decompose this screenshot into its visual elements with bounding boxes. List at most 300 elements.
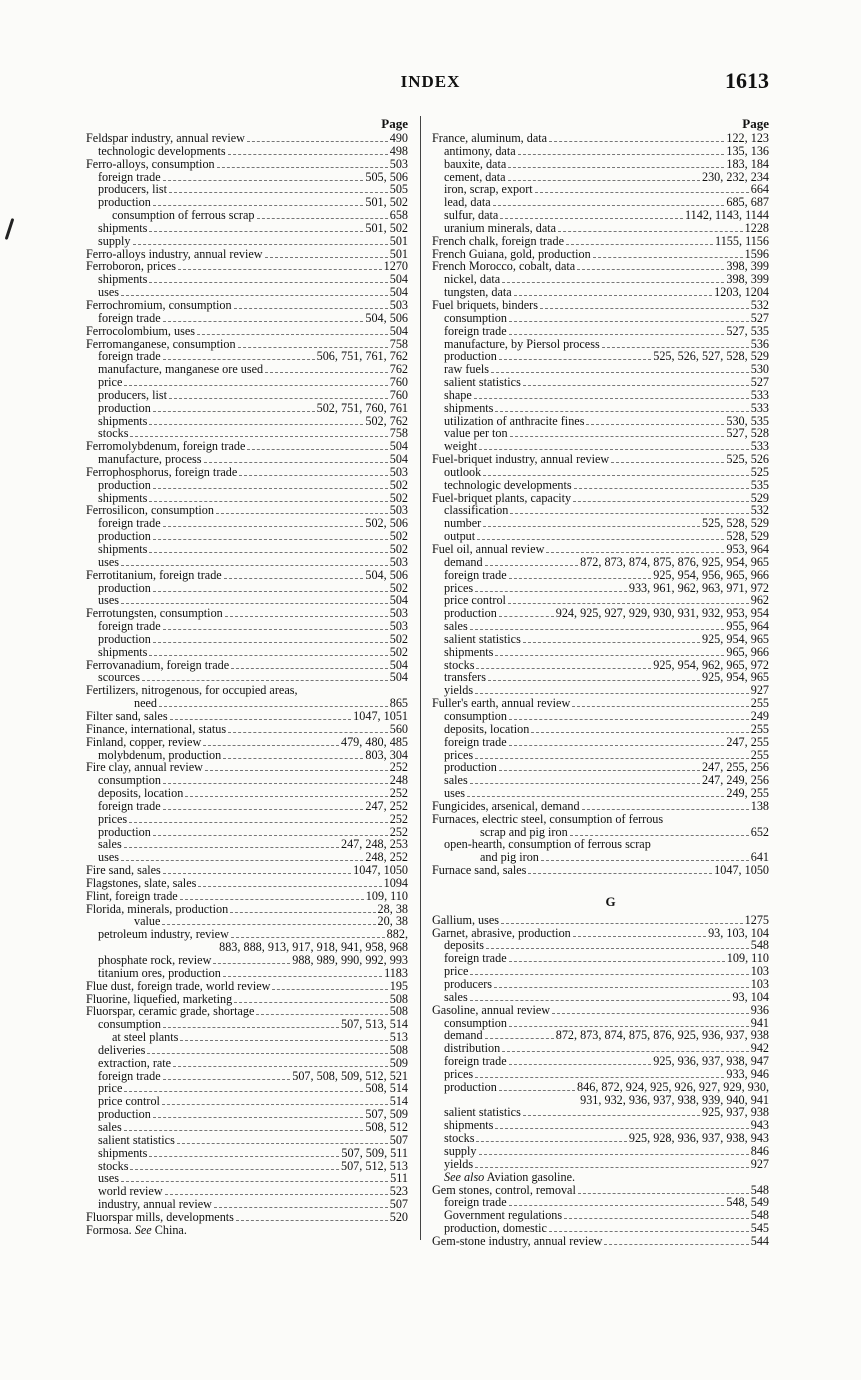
index-entry	[86, 1057, 408, 1070]
entry-term: number	[444, 516, 482, 531]
entry-page-numbers: 664	[750, 182, 769, 197]
entry-page-numbers: 508	[389, 1042, 408, 1057]
entry-page-numbers: 504	[389, 323, 408, 338]
entry-term: Ferrotungsten, consumption	[86, 606, 223, 621]
entry-term: Fuel-briquet industry, annual review	[432, 452, 610, 467]
entry-term: price	[444, 964, 469, 979]
index-entry	[86, 453, 408, 466]
index-entry	[86, 389, 408, 402]
dot-leader	[197, 334, 388, 335]
dot-leader	[163, 1079, 291, 1080]
dot-leader	[149, 1156, 339, 1157]
entry-term: shipments	[98, 1145, 148, 1160]
entry-term: iron, scrap, export	[444, 182, 533, 197]
entry-page-numbers: 925, 928, 936, 937, 938, 943	[628, 1131, 769, 1146]
entry-term: salient statistics	[98, 1132, 175, 1147]
entry-page-numbers: 504	[389, 657, 408, 672]
index-entry	[86, 723, 408, 736]
index-entry	[86, 646, 408, 659]
entry-term: salient statistics	[444, 1105, 521, 1120]
dot-leader	[488, 680, 700, 681]
dot-leader	[230, 912, 375, 913]
section-gap	[432, 877, 769, 890]
dot-leader	[510, 513, 748, 514]
entry-term: Fuller's earth, annual review	[432, 696, 571, 711]
index-entry	[432, 787, 769, 800]
entry-term: shipments	[444, 400, 494, 415]
entry-term: Finland, copper, review	[86, 734, 202, 749]
entry-term: titanium ores, production	[98, 965, 221, 980]
index-entry	[86, 158, 408, 171]
entry-page-numbers: 508, 512	[365, 1119, 408, 1134]
entry-page-numbers: 183, 184	[726, 156, 769, 171]
index-entry	[86, 1134, 408, 1147]
dot-leader	[611, 462, 724, 463]
index-entry	[432, 633, 769, 646]
entry-term: production	[444, 606, 497, 621]
index-entry	[86, 402, 408, 415]
dot-leader	[247, 449, 387, 450]
dot-leader	[142, 680, 388, 681]
dot-leader	[499, 616, 554, 617]
index-entry	[86, 569, 408, 582]
index-column-left	[86, 116, 408, 1237]
see-reference-label: See also	[444, 1169, 485, 1184]
dot-leader	[257, 218, 388, 219]
entry-page-numbers: 505, 506	[365, 169, 408, 184]
entry-term: demand	[444, 1028, 483, 1043]
dot-leader	[124, 1091, 363, 1092]
dot-leader	[163, 1027, 339, 1028]
entry-term: prices	[444, 1066, 474, 1081]
dot-leader	[153, 835, 388, 836]
page-column-heading: Page	[742, 116, 769, 131]
index-entry	[432, 710, 769, 723]
entry-term: production	[98, 400, 151, 415]
dot-leader	[153, 411, 315, 412]
entry-page-numbers: 846, 872, 924, 925, 926, 927, 929, 930,	[577, 1079, 769, 1094]
index-entry	[432, 376, 769, 389]
entry-page-numbers: 502, 762	[365, 413, 408, 428]
entry-term: Furnaces, electric steel, consumption of ferrous	[432, 811, 664, 826]
dot-leader	[479, 449, 749, 450]
entry-term: Ferrochromium, consumption	[86, 297, 232, 312]
index-entry	[432, 671, 769, 684]
entry-page-numbers: 527, 528	[726, 426, 769, 441]
entry-term: production, domestic	[444, 1221, 547, 1236]
entry-page-numbers: 502, 751, 760, 761	[316, 400, 408, 415]
dot-leader	[153, 539, 388, 540]
entry-page-numbers: 1094	[383, 875, 408, 890]
entry-page-numbers: 941	[750, 1015, 769, 1030]
dot-leader	[475, 591, 627, 592]
dot-leader	[510, 436, 725, 437]
dot-leader	[470, 629, 725, 630]
dot-leader	[531, 732, 748, 733]
dot-leader	[149, 424, 363, 425]
entry-page-numbers: 530	[750, 362, 769, 377]
entry-page-numbers: 93, 103, 104	[708, 925, 769, 940]
dot-leader	[573, 501, 749, 502]
dot-leader	[540, 308, 749, 309]
index-entry	[86, 209, 408, 222]
entry-term: technologic developments	[98, 143, 226, 158]
page-number: 1613	[725, 68, 769, 93]
index-entry	[432, 646, 769, 659]
entry-term: foreign trade	[444, 323, 507, 338]
entry-page-numbers: 931, 932, 936, 937, 938, 939, 940, 941	[580, 1092, 769, 1107]
entry-page-numbers: 255	[750, 696, 769, 711]
dot-leader	[485, 565, 579, 566]
entry-page-numbers: 925, 954, 962, 965, 972	[653, 657, 769, 672]
entry-term: tungsten, data	[444, 285, 512, 300]
entry-page-numbers: 883, 888, 913, 917, 918, 941, 958, 968	[219, 940, 408, 955]
entry-term: Fire sand, sales	[86, 863, 161, 878]
dot-leader	[153, 642, 388, 643]
entry-page-numbers: 479, 480, 485	[340, 734, 408, 749]
dot-leader	[495, 1128, 748, 1129]
dot-leader	[479, 1154, 749, 1155]
entry-page-numbers: 865	[389, 696, 408, 711]
entry-page-numbers: 501	[389, 233, 408, 248]
entry-term: phosphate rock, review	[98, 953, 212, 967]
dot-leader	[586, 424, 724, 425]
dot-leader	[508, 167, 724, 168]
dot-leader	[502, 282, 724, 283]
entry-page-numbers: 398, 399	[726, 259, 769, 274]
running-head-title: INDEX	[400, 72, 461, 91]
entry-term: uses	[98, 850, 119, 865]
index-entry	[86, 299, 408, 312]
entry-term: production	[98, 1107, 151, 1122]
entry-page-numbers: 505	[389, 182, 408, 197]
entry-term: French Guiana, gold, production	[432, 246, 591, 261]
dot-leader	[153, 591, 388, 592]
column-divider	[420, 116, 421, 1240]
entry-term: Fertilizers, nitrogenous, for occupied areas,	[86, 683, 298, 698]
entry-page-numbers: 504, 506	[365, 567, 408, 582]
dot-leader	[149, 231, 363, 232]
dot-leader	[163, 629, 388, 630]
entry-term: sales	[444, 773, 468, 788]
entry-page-numbers: 506, 751, 761, 762	[316, 349, 408, 364]
index-entry	[432, 222, 769, 235]
entry-page-numbers: 20, 38	[377, 914, 408, 929]
dot-leader	[153, 1117, 364, 1118]
entry-term: production	[98, 195, 151, 210]
dot-leader	[147, 1053, 387, 1054]
index-entry	[432, 427, 769, 440]
entry-page-numbers: 1270	[383, 259, 408, 274]
entry-term: world review	[98, 1184, 163, 1199]
index-entry	[86, 556, 408, 569]
dot-leader	[130, 436, 387, 437]
entry-page-numbers: 525, 528, 529	[701, 516, 769, 531]
entry-page-numbers: 507	[389, 1132, 408, 1147]
entry-page-numbers: 513	[389, 1030, 408, 1045]
entry-term: shipments	[444, 1118, 494, 1133]
dot-leader	[570, 835, 749, 836]
dot-leader	[467, 796, 724, 797]
entry-page-numbers: 525, 526	[726, 452, 769, 467]
index-entry	[432, 312, 769, 325]
entry-page-numbers: 533	[750, 439, 769, 454]
entry-term: foreign trade	[444, 734, 507, 749]
entry-term: deliveries	[98, 1042, 146, 1057]
entry-term: salient statistics	[444, 631, 521, 646]
entry-page-numbers: 527, 535	[726, 323, 769, 338]
entry-page-numbers: 135, 136	[726, 143, 769, 158]
entry-term: Flue dust, foreign trade, world review	[86, 978, 271, 993]
entry-term: producers, list	[98, 182, 168, 197]
entry-term: Flint, foreign trade	[86, 888, 178, 903]
entry-page-numbers: 532	[750, 297, 769, 312]
entry-page-numbers: 803, 304	[365, 747, 408, 762]
entry-term: foreign trade	[98, 349, 161, 364]
entry-page-numbers: 507, 512, 513	[340, 1158, 408, 1173]
entry-page-numbers: 504	[389, 670, 408, 685]
index-entry	[432, 978, 769, 991]
entry-term: shape	[444, 387, 472, 402]
dot-leader	[149, 282, 387, 283]
entry-term: Ferro-alloys, consumption	[86, 156, 215, 171]
entry-page-numbers: 138	[750, 798, 769, 813]
index-entry	[86, 1224, 408, 1237]
entry-page-numbers: 925, 937, 938	[701, 1105, 769, 1120]
dot-leader	[499, 1090, 575, 1091]
entry-page-numbers: 762	[389, 362, 408, 377]
index-entry	[432, 1081, 769, 1094]
index-entry	[432, 1004, 769, 1017]
entry-page-numbers: 953, 964	[726, 542, 769, 556]
entry-term: raw fuels	[444, 362, 490, 377]
entry-term: distribution	[444, 1041, 501, 1056]
entry-page-numbers: 548	[750, 1208, 769, 1223]
dot-leader	[475, 1077, 724, 1078]
dot-leader	[475, 693, 749, 694]
dot-leader	[593, 257, 743, 258]
index-entry	[432, 466, 769, 479]
dot-leader	[177, 1143, 388, 1144]
entry-page-numbers: 511	[390, 1171, 408, 1186]
entry-page-numbers: 872, 873, 874, 875, 876, 925, 954, 965	[580, 554, 769, 569]
entry-term: foreign trade	[98, 1068, 161, 1083]
entry-term: uses	[98, 285, 119, 300]
dot-leader	[509, 961, 725, 962]
entry-term: output	[444, 529, 476, 544]
dot-leader	[509, 1026, 749, 1027]
index-entry	[432, 235, 769, 248]
entry-page-numbers: 503	[389, 606, 408, 621]
dot-leader	[495, 411, 748, 412]
entry-page-numbers: 525, 526, 527, 528, 529	[653, 349, 769, 364]
dot-leader	[535, 192, 749, 193]
index-entry	[432, 209, 769, 222]
dot-leader	[239, 475, 387, 476]
dot-leader	[573, 936, 706, 937]
dot-leader	[558, 231, 743, 232]
dot-leader	[214, 1207, 388, 1208]
entry-page-numbers: 502	[389, 529, 408, 544]
index-entry	[432, 1132, 769, 1145]
dot-leader	[541, 860, 749, 861]
index-entry	[86, 1198, 408, 1211]
entry-term: Ferrocolombium, uses	[86, 323, 195, 338]
entry-page-numbers: 1142, 1143, 1144	[685, 208, 769, 223]
entry-page-numbers: 1203, 1204	[714, 285, 769, 300]
entry-term: Gem-stone industry, annual review	[432, 1233, 603, 1248]
entry-page-numbers: 532	[750, 503, 769, 518]
dot-leader	[509, 1064, 652, 1065]
entry-term: Fuel oil, annual review	[432, 542, 545, 556]
dot-leader	[502, 1051, 749, 1052]
dot-leader	[124, 1130, 364, 1131]
entry-page-numbers: 528, 529	[726, 529, 769, 544]
entry-term: French chalk, foreign trade	[432, 233, 564, 248]
dot-leader	[549, 1231, 749, 1232]
dot-leader	[238, 347, 388, 348]
dot-leader	[223, 758, 363, 759]
entry-page-numbers: 502	[389, 490, 408, 505]
index-entry	[432, 864, 769, 877]
index-entry	[86, 1160, 408, 1173]
dot-leader	[265, 257, 388, 258]
entry-term: nickel, data	[444, 272, 501, 287]
dot-leader	[178, 269, 382, 270]
entry-page-numbers: 514	[389, 1094, 408, 1109]
entry-term: supply	[444, 1143, 477, 1158]
entry-page-numbers: 927	[750, 683, 769, 698]
entry-page-numbers: 924, 925, 927, 929, 930, 931, 932, 953, 954	[555, 606, 769, 621]
entry-page-numbers: 501, 502	[365, 195, 408, 210]
dot-leader	[474, 398, 749, 399]
entry-term: Ferrotitanium, foreign trade	[86, 567, 222, 582]
entry-page-numbers: 1155, 1156	[715, 233, 769, 248]
dot-leader	[180, 899, 364, 900]
dot-leader	[153, 205, 364, 206]
entry-term: price control	[444, 593, 506, 608]
index-entry	[432, 479, 769, 492]
dot-leader	[578, 1193, 749, 1194]
entry-page-numbers: 504	[389, 272, 408, 287]
index-entry	[86, 235, 408, 248]
dot-leader	[203, 745, 339, 746]
dot-leader	[121, 295, 388, 296]
entry-page-numbers: 252	[389, 824, 408, 839]
entry-term: shipments	[98, 413, 148, 428]
entry-term: Fuel briquets, binders	[432, 297, 538, 312]
dot-leader	[256, 1014, 387, 1015]
entry-page-numbers: 509	[389, 1055, 408, 1070]
entry-term: production	[444, 760, 497, 775]
entry-term: price	[98, 1081, 123, 1096]
entry-term: production	[98, 824, 151, 839]
entry-page-numbers: 925, 954, 965	[701, 670, 769, 685]
entry-term: prices	[444, 747, 474, 762]
dot-leader	[213, 963, 290, 964]
entry-term: molybdenum, production	[98, 747, 222, 762]
entry-page-numbers: 507, 513, 514	[340, 1017, 408, 1032]
dot-leader	[234, 1002, 388, 1003]
entry-term: salient statistics	[444, 375, 521, 390]
entry-term: foreign trade	[444, 567, 507, 582]
entry-term: Ferrophosphorus, foreign trade	[86, 464, 238, 479]
dot-leader	[124, 847, 339, 848]
dot-leader	[163, 873, 351, 874]
index-entry	[86, 312, 408, 325]
index-entry	[432, 402, 769, 415]
entry-term: foreign trade	[444, 951, 507, 966]
dot-leader	[265, 372, 388, 373]
entry-term: petroleum industry, review	[98, 927, 229, 942]
dot-leader	[247, 141, 388, 142]
entry-page-numbers: 1047, 1050	[353, 863, 408, 878]
entry-term: producers	[444, 977, 493, 991]
entry-page-numbers: 255	[750, 747, 769, 762]
entry-term: yields	[444, 683, 474, 698]
index-entry	[86, 376, 408, 389]
entry-term: sales	[444, 619, 468, 634]
entry-term: price control	[98, 1094, 160, 1109]
entry-term: consumption	[98, 1017, 161, 1032]
entry-term: Florida, minerals, production	[86, 901, 229, 916]
index-column-right	[432, 116, 769, 1248]
entry-term: production	[444, 349, 497, 364]
entry-page-numbers: 955, 964	[726, 619, 769, 634]
entry-term: foreign trade	[98, 169, 161, 184]
dot-leader	[130, 1169, 339, 1170]
entry-term: Fluorspar, ceramic grade, shortage	[86, 1004, 255, 1019]
entry-term: Gallium, uses	[432, 912, 500, 927]
entry-page-numbers: 508, 514	[365, 1081, 408, 1096]
entry-term: foreign trade	[98, 310, 161, 325]
dot-leader	[552, 1013, 749, 1014]
dot-leader	[572, 706, 748, 707]
entry-term: production	[98, 631, 151, 646]
entry-term: Ferrosilicon, consumption	[86, 503, 214, 518]
entry-term: shipments	[98, 542, 148, 556]
index-entry	[86, 363, 408, 376]
entry-term: consumption of ferrous scrap	[112, 208, 255, 223]
dot-leader	[509, 321, 749, 322]
index-entries-right	[432, 132, 769, 1248]
entry-term: Ferroboron, prices	[86, 259, 177, 274]
dot-leader	[523, 1115, 700, 1116]
dot-leader	[272, 989, 387, 990]
entry-term: utilization of anthracite fines	[444, 413, 585, 428]
dot-leader	[470, 783, 700, 784]
dot-leader	[163, 809, 364, 810]
entry-page-numbers: 1228	[744, 220, 769, 235]
dot-leader	[129, 822, 388, 823]
entry-page-numbers: 943	[750, 1118, 769, 1133]
dot-leader	[509, 334, 725, 335]
entry-page-numbers: 925, 954, 956, 965, 966	[653, 567, 769, 582]
entry-page-numbers: 927	[750, 1156, 769, 1171]
dot-leader	[163, 321, 364, 322]
see-reference-target: China.	[151, 1222, 187, 1237]
dot-leader	[162, 924, 375, 925]
entry-page-numbers: 1183	[384, 965, 408, 980]
entry-page-numbers: 533	[750, 400, 769, 415]
entry-term: stocks	[98, 1158, 129, 1173]
entry-term: deposits, location	[98, 786, 184, 801]
index-entry	[432, 1235, 769, 1248]
entry-page-numbers: 872, 873, 874, 875, 876, 925, 936, 937, 938	[555, 1028, 769, 1043]
entry-term: supply	[98, 233, 131, 248]
dot-leader	[577, 269, 724, 270]
entry-page-numbers: 504	[389, 285, 408, 300]
